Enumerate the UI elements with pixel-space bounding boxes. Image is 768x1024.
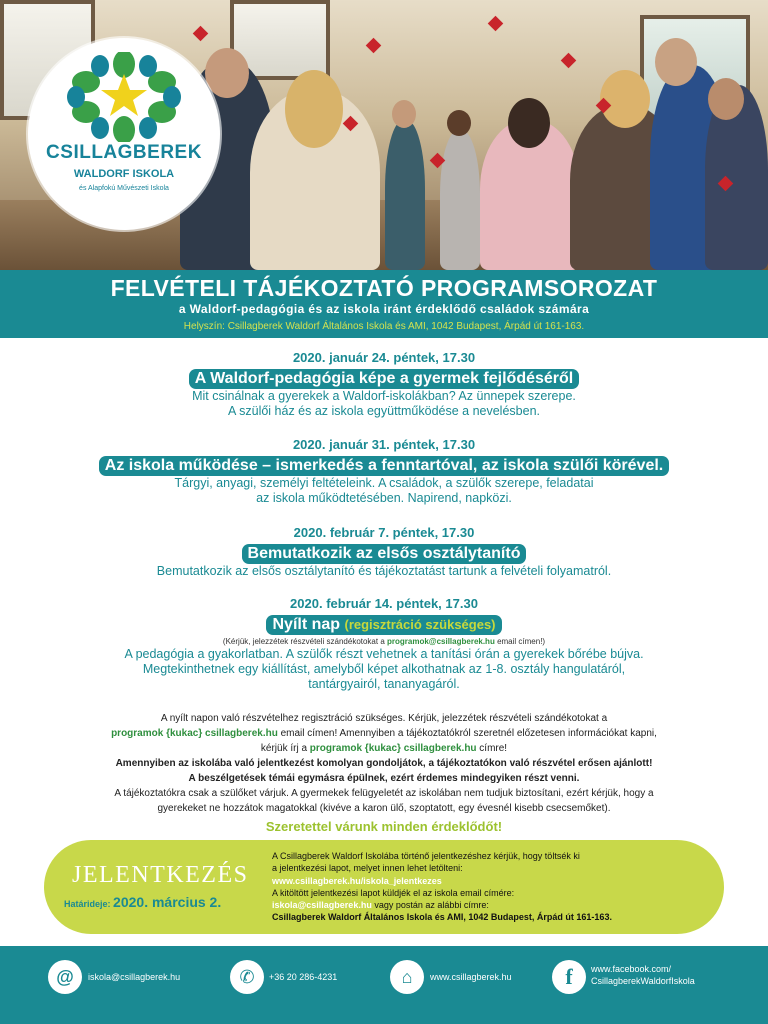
info-emphasis [0, 771, 768, 786]
person [385, 120, 425, 270]
title-band [0, 270, 768, 338]
registration-address: Csillagberek Waldorf Általános Iskola és AMI, 1042 Budapest, Árpád út 161-163. [272, 912, 612, 923]
paper-kite [561, 53, 577, 69]
home-icon: ⌂ [390, 960, 424, 994]
info-line: A tájékoztatókra csak a szülőket várjuk. A gyermekek felügyeletét az iskolában nem tudjuk biztosítani, ezért kérjük, hogy a [114, 788, 654, 799]
logo-school: WALDORF ISKOLA [73, 168, 175, 180]
registration-form-link[interactable]: www.csillagberek.hu/iskola_jelentkezes [272, 875, 442, 886]
paper-kite [193, 26, 209, 42]
venue-line: Helyszín: Csillagberek Waldorf Általános Iskola és AMI, 1042 Budapest, Árpád út 161-163. [183, 321, 585, 332]
event-date: 2020. január 31. péntek, 17.30 [292, 437, 476, 452]
event-2 [0, 437, 768, 506]
event-date: 2020. január 24. péntek, 17.30 [292, 350, 476, 365]
event-desc: Bemutatkozik az elsős osztálytanító és tájékoztatást tartunk a felvételi folyamatról. [156, 564, 612, 578]
event-title: A Waldorf-pedagógia képe a gyermek fejlődéséről [189, 369, 579, 389]
event-desc: tantárgyairól, tananyagáról. [308, 677, 460, 691]
event-desc: Tárgyi, anyagi, személyi feltételeink. A családok, a szülők szerepe, feladatai [174, 476, 594, 490]
info-block [0, 711, 768, 816]
person-head [708, 78, 744, 120]
registration-text-part: vagy postán az alábbi címre: [371, 900, 489, 911]
registration-box [44, 840, 724, 934]
person-head [447, 110, 471, 136]
logo-name: CSILLAGBEREK [46, 142, 202, 163]
hero-photo [0, 0, 768, 270]
programs-email-link[interactable]: programok@csillagberek.hu [387, 637, 495, 646]
registration-line: A Csillagberek Waldorf Iskolába történő jelentkezéshez kérjük, hogy töltsék ki [272, 851, 580, 861]
info-text: címre! [476, 743, 508, 754]
registration-line [272, 899, 612, 911]
event-desc: az iskola működtetésében. Napirend, napközi. [256, 491, 512, 505]
info-line: gyerekeket ne hozzátok magatokkal (kivéve a karon ülő, szoptatott, egy évesnél kisebb csecsemőket). [157, 803, 611, 814]
paper-kite [488, 16, 504, 32]
footer-phone[interactable]: +36 20 286-4231 [269, 972, 338, 982]
event-note [0, 636, 768, 647]
info-line [0, 741, 768, 756]
event-desc: Megtekinthetnek egy kiállítást, amelyből képet alkothatnak az 1-8. osztály hangulatáról, [142, 662, 626, 676]
note-text: (Kérjük, jelezzétek részvételi szándékotokat a [222, 637, 387, 646]
info-line: A nyílt napon való részvételhez regisztráció szükséges. Kérjük, jelezzétek részvételi szándékotokat a [160, 713, 608, 724]
info-text: kérjük írj a [260, 743, 310, 754]
registration-required-tag: (regisztráció szükséges) [344, 617, 496, 632]
footer-email[interactable]: iskola@csillagberek.hu [88, 972, 181, 982]
event-title-box [266, 615, 501, 635]
person-head [285, 70, 343, 148]
info-bold: A beszélgetések témái egymásra épülnek, ezért érdemes mindegyiken részt venni. [188, 773, 580, 784]
paper-kite [366, 38, 382, 54]
email-icon: @ [48, 960, 82, 994]
deadline-label: Határideje: [64, 899, 111, 909]
event-date: 2020. február 14. péntek, 17.30 [290, 596, 478, 611]
info-line [0, 726, 768, 741]
phone-icon: ✆ [230, 960, 264, 994]
registration-line: a jelentkezési lapot, melyet innen lehet letölteni: [272, 863, 463, 874]
footer-facebook[interactable] [591, 963, 695, 987]
programs-email-link[interactable]: programok {kukac} csillagberek.hu [111, 728, 278, 739]
info-text: email címen! Amennyiben a tájékoztatókról szeretnél előzetesen információkat kapni, [277, 728, 657, 739]
page-subtitle: a Waldorf-pedagógia és az iskola iránt érdeklődő családok számára [178, 302, 590, 316]
registration-line: A kitöltött jelentkezési lapot küldjék el az iskola email címére: [272, 887, 515, 898]
note-text: email címen!) [494, 637, 546, 646]
person [440, 130, 480, 270]
info-bold: Amennyiben az iskolába való jelentkezést komolyan gondoljátok, a tájékoztatókon való részvétel erősen ajánlott! [115, 758, 653, 769]
event-title: Bemutatkozik az elsős osztálytanító [242, 544, 527, 564]
footer-web[interactable]: www.csillagberek.hu [430, 972, 512, 982]
facebook-icon: f [552, 960, 586, 994]
event-desc: A pedagógia a gyakorlatban. A szülők részt vehetnek a tanítási órán a gyerekek bőrébe bújva. [124, 647, 644, 661]
page-title: FELVÉTELI TÁJÉKOZTATÓ PROGRAMSOROZAT [110, 275, 658, 301]
deadline-date: 2020. március 2. [113, 894, 222, 910]
facebook-line: CsillagberekWaldorfIskola [591, 976, 695, 986]
registration-title: JELENTKEZÉS [72, 862, 249, 888]
event-3 [0, 525, 768, 579]
footer [0, 946, 768, 1024]
programs-email-link[interactable]: programok {kukac} csillagberek.hu [309, 743, 477, 754]
event-4 [0, 596, 768, 692]
closing-line: Szeretettel várunk minden érdeklődőt! [265, 819, 503, 834]
event-desc: A szülői ház és az iskola együttműködése a nevelésben. [228, 404, 540, 418]
event-desc: Mit csinálnak a gyerekek a Waldorf-iskolákban? Az ünnepek szerepe. [192, 389, 576, 403]
person-head [600, 70, 650, 128]
event-1 [0, 350, 768, 419]
person-head [655, 38, 697, 86]
event-title: Nyílt nap [272, 616, 341, 633]
info-emphasis [0, 756, 768, 771]
logo-subtitle: és Alapfokú Művészeti Iskola [79, 185, 169, 192]
event-date: 2020. február 7. péntek, 17.30 [293, 525, 475, 540]
person-head [392, 100, 416, 128]
star-flower-icon [64, 52, 184, 142]
person-head [205, 48, 249, 98]
school-logo [28, 38, 220, 230]
school-email-link[interactable]: iskola@csillagberek.hu [272, 900, 372, 911]
registration-deadline [64, 894, 221, 910]
registration-text [272, 850, 612, 924]
facebook-line: www.facebook.com/ [591, 964, 672, 974]
person-head [508, 98, 550, 148]
event-title: Az iskola működése – ismerkedés a fenntartóval, az iskola szülői körével. [99, 456, 669, 476]
